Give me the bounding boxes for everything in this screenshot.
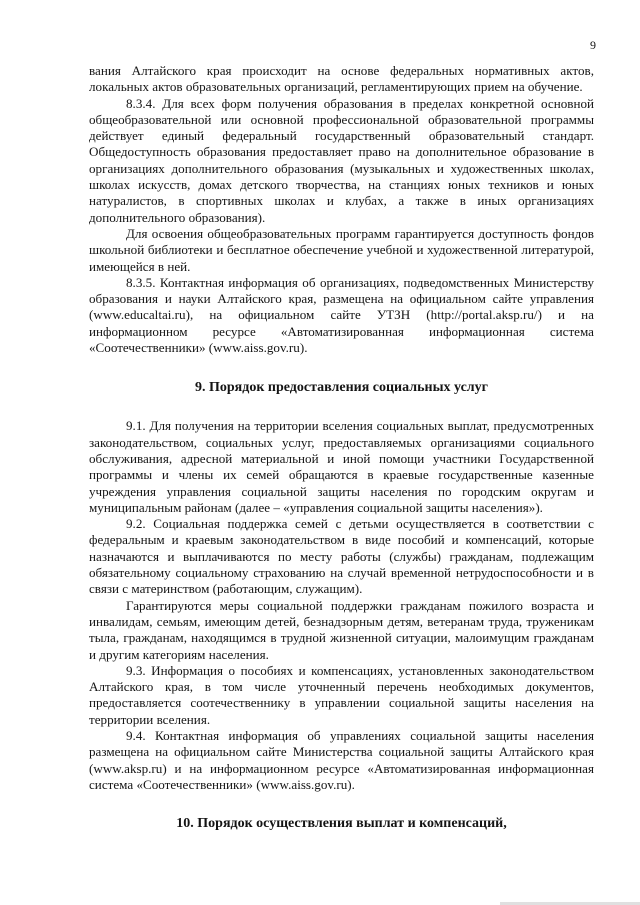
- paragraph-8-3-4: 8.3.4. Для всех форм получения образования в пределах конкретной основной общеобразовательной или основной профессиональной образовательной программы действует единый федеральный государственный образовательный стандарт. Общедоступность образования предоставляет право на дополнительное образование в организациях дополнительного образования (музыкальных и художественных школах, школах искусств, домах детского творчества, на станциях юных техников и юных натуралистов, в спортивных школах и клубах, а также в иных организациях дополнительного образования).: [89, 95, 594, 225]
- paragraph-9-4: 9.4. Контактная информация об управлениях социальной защиты населения размещена на официальном сайте Министерства социальной защиты Алтайского края (www.aksp.ru) и на информационном ресурсе «Автоматизированная информационная система «Соотечественники» (www.aiss.gov.ru).: [89, 727, 594, 792]
- section-heading-9: 9. Порядок предоставления социальных услуг: [195, 380, 488, 396]
- paragraph-9-2: 9.2. Социальная поддержка семей с детьми осуществляется в соответствии с федеральным и краевым законодательством в виде пособий и компенсаций, которые назначаются и выплачиваются по месту работы (службы) гражданам, подлежащим обязательному социальному страхованию на случай временной нетрудоспособности и в связи с материнством (работающим, служащим).: [89, 516, 594, 597]
- paragraph-9-1: 9.1. Для получения на территории вселения социальных выплат, предусмотренных законодательством, социальных услуг, предоставляемых организациями социального обслуживания, адресной материальной и иной помощи участники Государственной программы и члены их семей обращаются в краевые государственные казенные учреждения управления социальной защиты населения по городским округам и муниципальным районам (далее – «управления социальной защиты населения»).: [89, 418, 594, 515]
- paragraph-continuation: вания Алтайского края происходит на основе федеральных нормативных актов, локальных актов образовательных организаций, регламентирующих прием на обучение.: [89, 63, 594, 95]
- section-heading-10: 10. Порядок осуществления выплат и компенсаций,: [176, 816, 507, 832]
- paragraph-library-access: Для освоения общеобразовательных программ гарантируется доступность фондов школьной библиотеки и бесплатное обеспечение учебной и художественной литературой, имеющейся в ней.: [89, 225, 594, 274]
- paragraph-9-3: 9.3. Информация о пособиях и компенсациях, установленных законодательством Алтайского края, в том числе уточненный перечень необходимых документов, предоставляется соотечественнику в управлении социальной защиты населения на территории вселения.: [89, 662, 594, 727]
- paragraph-8-3-5: 8.3.5. Контактная информация об организациях, подведомственных Министерству образования и науки Алтайского края, размещена на официальном сайте управления (www.educaltai.ru), на официальном сайте УТЗН (http://portal.aksp.ru/) и на информационном ресурсе «Автоматизированная информационная система «Соотечественники» (www.aiss.gov.ru).: [89, 274, 594, 356]
- document-body: [89, 63, 594, 832]
- page-number: 9: [590, 38, 596, 52]
- paragraph-social-support: Гарантируются меры социальной поддержки гражданам пожилого возраста и инвалидам, семьям, имеющим детей, безнадзорным детям, ветеранам труда, труженикам тыла, гражданам, находящимся в трудной жизненной ситуации, малоимущим гражданам и другим категориям населения.: [89, 597, 594, 662]
